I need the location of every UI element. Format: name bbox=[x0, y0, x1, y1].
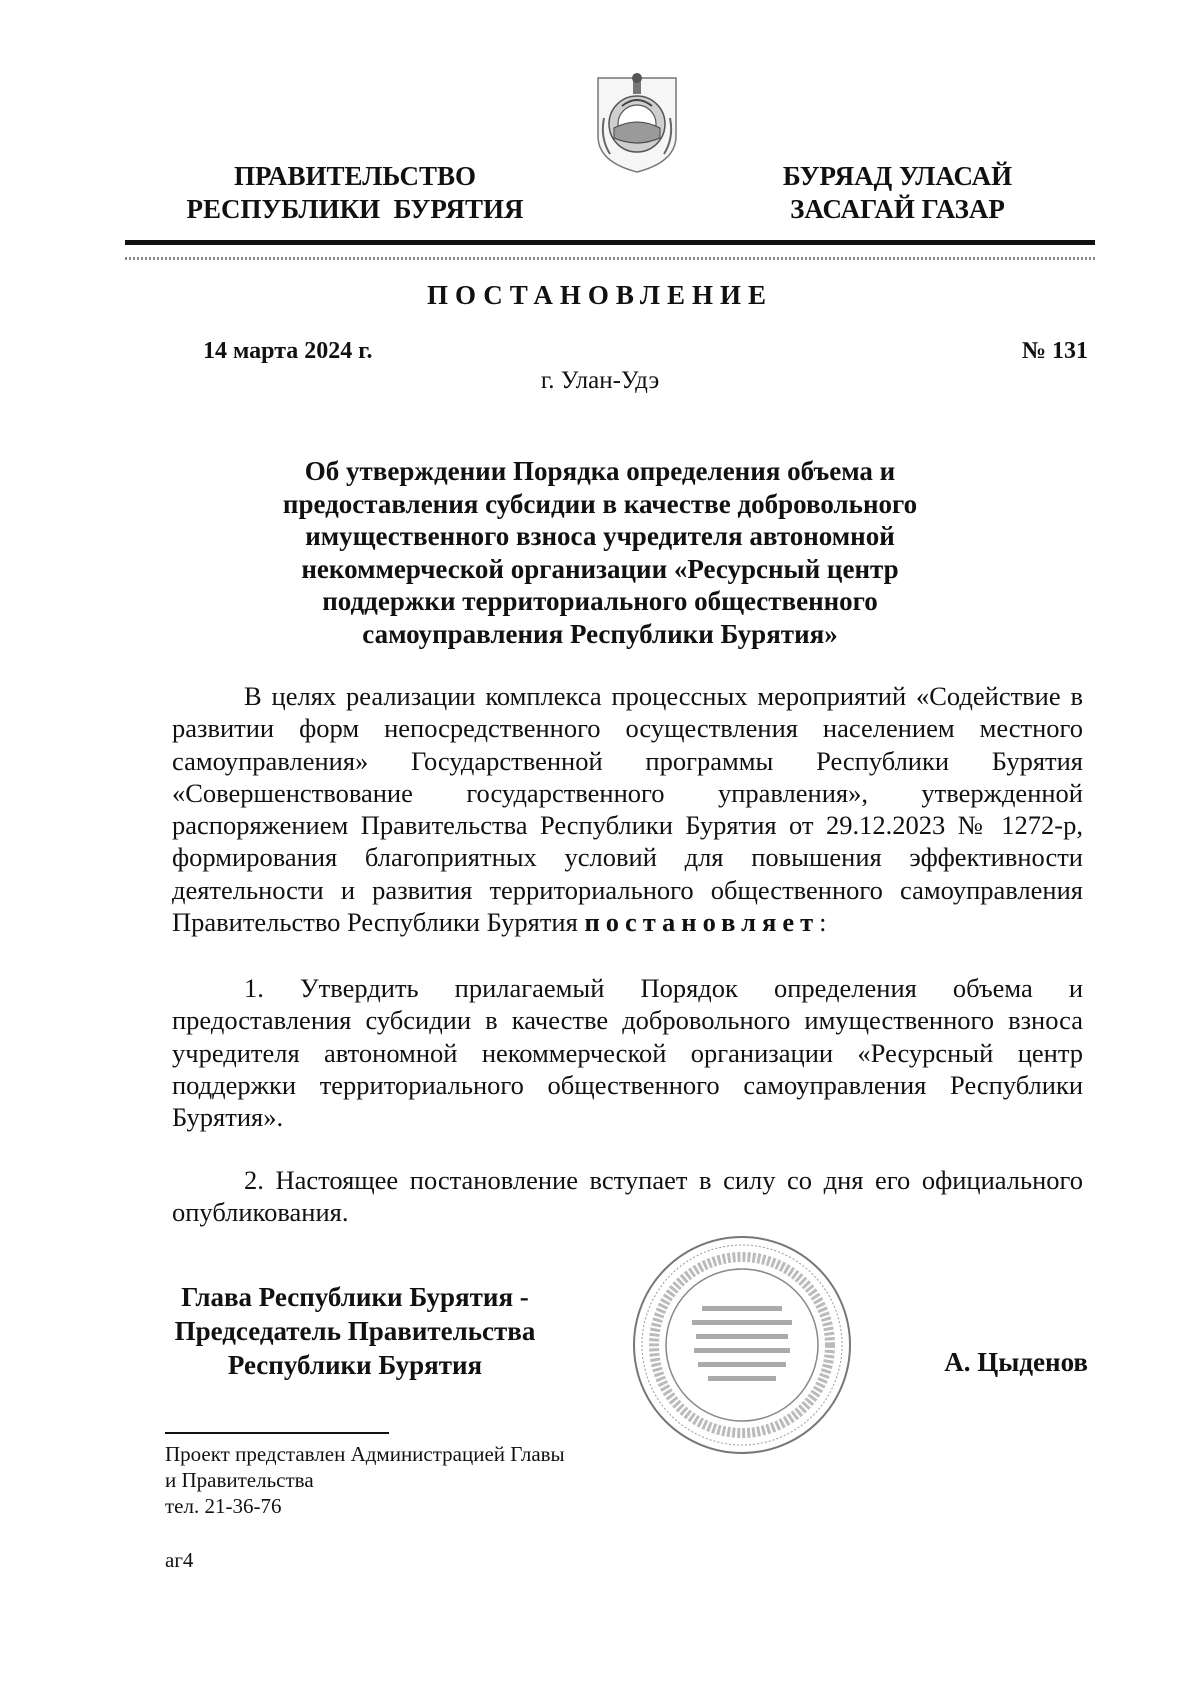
signatory-name: А. Цыденов bbox=[944, 1347, 1088, 1377]
signatory-line1: Глава Республики Бурятия - bbox=[181, 1282, 529, 1312]
item-2-text: 2. Настоящее постановление вступает в силу со дня его официального опубликования. bbox=[172, 1165, 1083, 1228]
document-date: 14 марта 2024 г. bbox=[203, 338, 373, 364]
footer-line2: и Правительства bbox=[165, 1468, 314, 1492]
signatory-line2: Председатель Правительства bbox=[174, 1316, 536, 1346]
signatory-position bbox=[150, 1280, 560, 1382]
item-1-text: 1. Утвердить прилагаемый Порядок определения объема и предоставления субсидии в качестве добровольного имущественного взноса учредителя автономной некоммерческой организации «Ресурсный центр поддержки территориального общественного самоуправления Республики Бурятия». bbox=[172, 973, 1083, 1133]
footer-line3: тел. 21-36-76 bbox=[165, 1494, 282, 1518]
preamble-colon: : bbox=[819, 907, 827, 938]
header-left-line1: ПРАВИТЕЛЬСТВО bbox=[233, 161, 477, 191]
body-paragraph-preamble bbox=[172, 680, 1083, 938]
footer-divider bbox=[165, 1432, 389, 1434]
government-name-russian bbox=[155, 160, 555, 226]
government-name-buryat bbox=[745, 160, 1050, 226]
document-type: ПОСТАНОВЛЕНИЕ bbox=[426, 280, 774, 310]
document-number: № 131 bbox=[1021, 338, 1088, 364]
document-title: Об утверждении Порядка определения объема и предоставления субсидии в качестве добровольного имущественного взноса учредителя автономной некоммерческой организации «Ресурсный центр поддержки территориального общественного самоуправления Республики Бурятия» bbox=[282, 456, 918, 649]
resolves-word: постановляет bbox=[584, 907, 820, 938]
header-right-line1: БУРЯАД УЛАСАЙ bbox=[782, 161, 1013, 191]
body-paragraph-item-1 bbox=[172, 972, 1083, 1133]
preamble-text: В целях реализации комплекса процессных мероприятий «Содействие в развитии форм непосредственного осуществления населением местного самоуправления» Государственной программы Республики Бурятия «Совершенствование государственного управления», утвержденной распоряжением Правительства Республики Бурятия от 29.12.2023 № 1272-р, формирования благоприятных условий для повышения эффективности деятельности и развития территориального общественного самоуправления Правительство Республики Бурятия bbox=[172, 681, 1083, 938]
coat-of-arms-icon bbox=[590, 58, 684, 176]
header-divider-thin bbox=[125, 257, 1095, 260]
body-paragraph-item-2 bbox=[172, 1164, 1083, 1229]
header-right-line2: ЗАСАГАЙ ГАЗАР bbox=[790, 194, 1005, 224]
official-seal-icon bbox=[628, 1232, 856, 1458]
signatory-line3: Республики Бурятия bbox=[227, 1350, 483, 1380]
document-city: г. Улан-Удэ bbox=[540, 367, 660, 394]
footer-note bbox=[165, 1441, 565, 1519]
header-divider-thick bbox=[125, 240, 1095, 245]
document-code: аг4 bbox=[165, 1548, 194, 1572]
header-left-line2: РЕСПУБЛИКИ БУРЯТИЯ bbox=[186, 194, 524, 224]
footer-line1: Проект представлен Администрацией Главы bbox=[165, 1442, 565, 1466]
